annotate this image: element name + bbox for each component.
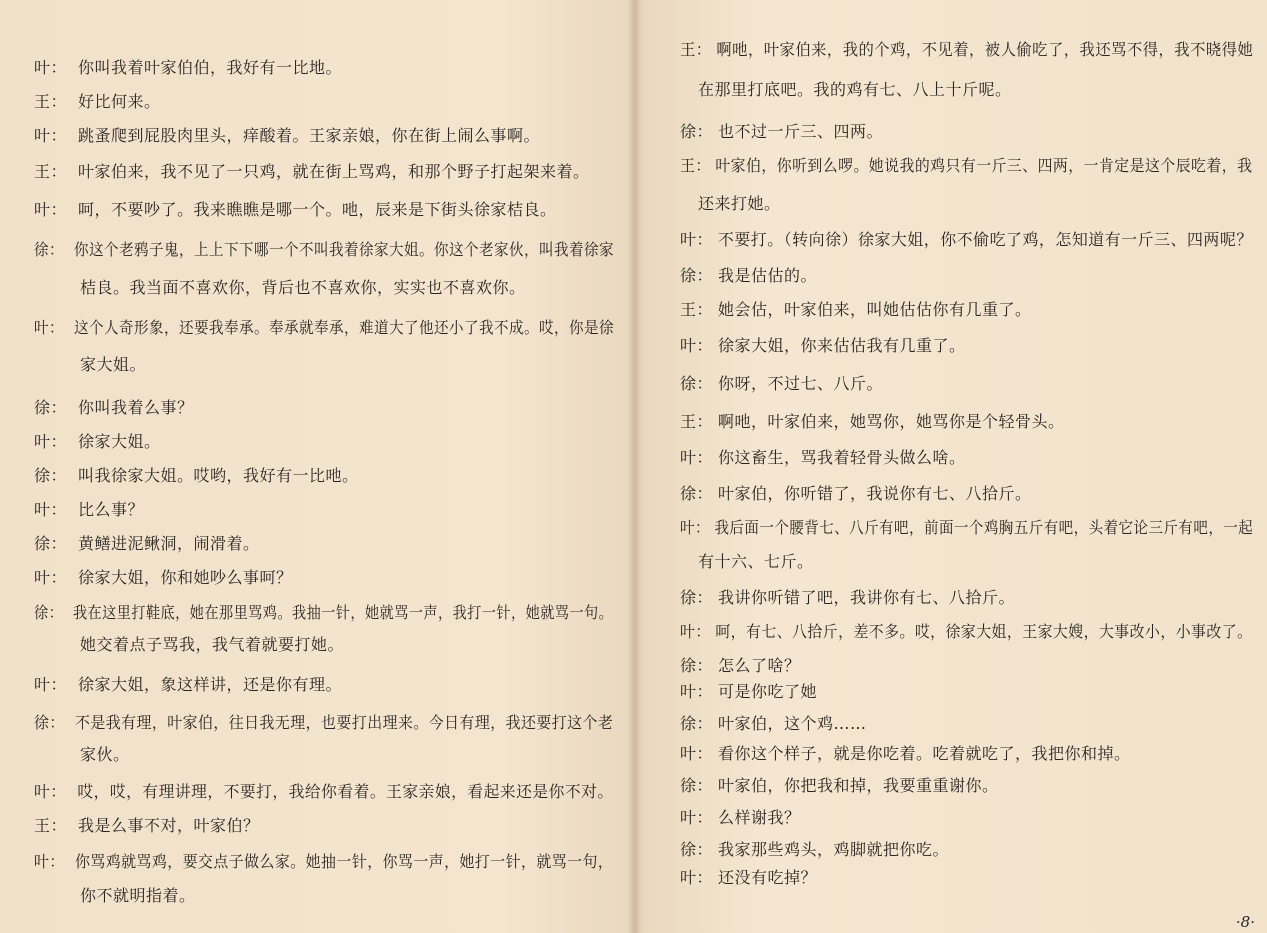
dialogue-text: 不是我有理，叶家伯，往日我无理，也要打出理来。今日有理，我还要打这个老 — [75, 713, 614, 732]
dialogue-text: 叶家伯，你听到么啰。她说我的鸡只有一斤三、四两，一肯定是这个辰吃着，我 — [715, 156, 1253, 175]
dialogue-line — [34, 58, 342, 78]
speaker-name: 叶： — [34, 200, 68, 219]
dialogue-line — [34, 500, 144, 520]
dialogue-line — [34, 534, 260, 554]
dialogue-line — [34, 816, 260, 836]
dialogue-text: 啊吔，叶家伯来，我的个鸡，不见着，被人偷吃了，我还骂不得，我不晓得她 — [716, 40, 1254, 59]
speaker-name: 徐： — [34, 603, 64, 622]
dialogue-continuation: 还来打她。 — [698, 194, 781, 213]
dialogue-continuation: 在那里打底吧。我的鸡有七、八上十斤呢。 — [698, 80, 1012, 99]
dialogue-text: 我后面一个腰背七、八斤有吧，前面一个鸡胸五斤有吧，头着它论三斤有吧，一起 — [714, 518, 1254, 537]
dialogue-text: 你这个老鸦子鬼，上上下下哪一个不叫我着徐家大姐。你这个老家伙，叫我着徐家 — [73, 240, 614, 259]
page-number: ·8· — [1235, 913, 1255, 931]
dialogue-line — [680, 714, 867, 734]
dialogue-line — [34, 318, 614, 338]
dialogue-text: 叶家伯，你把我和掉，我要重重谢你。 — [718, 776, 999, 795]
dialogue-line — [34, 200, 557, 220]
speaker-name: 叶： — [680, 682, 714, 701]
dialogue-text: 叶家伯，这个鸡…… — [718, 714, 867, 733]
dialogue-line — [680, 484, 1032, 504]
dialogue-line — [680, 808, 801, 828]
dialogue-text: 呵，不要吵了。我来瞧瞧是哪一个。吔，辰来是下街头徐家桔良。 — [78, 200, 557, 219]
speaker-name: 徐： — [680, 840, 714, 859]
dialogue-continuation: 有十六、七斤。 — [698, 552, 814, 571]
dialogue-line — [680, 374, 883, 394]
dialogue-text: 比么事？ — [78, 500, 145, 519]
speaker-name: 叶： — [34, 126, 68, 145]
dialogue-line — [680, 682, 817, 702]
dialogue-line — [34, 568, 293, 588]
dialogue-text: 好比何来。 — [78, 92, 161, 111]
speaker-name: 王： — [680, 40, 712, 59]
dialogue-text: 也不过一斤三、四两。 — [718, 122, 884, 141]
speaker-name: 叶： — [680, 448, 714, 467]
dialogue-text: 叶家伯，你听错了，我说你有七、八拾斤。 — [718, 484, 1032, 503]
dialogue-line — [680, 588, 1015, 608]
speaker-name: 徐： — [34, 466, 68, 485]
speaker-name: 王： — [34, 162, 68, 181]
dialogue-line — [34, 603, 613, 623]
speaker-name: 叶： — [34, 782, 67, 801]
dialogue-line — [680, 868, 817, 888]
speaker-name: 叶： — [34, 500, 68, 519]
book-gutter — [628, 0, 642, 933]
speaker-name: 徐： — [34, 713, 65, 732]
speaker-name: 叶： — [34, 432, 68, 451]
speaker-name: 叶： — [680, 230, 713, 249]
dialogue-text: 你叫我着叶家伯伯，我好有一比地。 — [78, 58, 343, 77]
dialogue-text: 哎，哎，有理讲理，不要打，我给你看着。王家亲娘，看起来还是你不对。 — [77, 782, 614, 801]
right-page — [642, 0, 1267, 933]
dialogue-continuation: 桔良。我当面不喜欢你，背后也不喜欢你，实实也不喜欢你。 — [80, 278, 526, 297]
speaker-name: 叶： — [34, 318, 65, 337]
speaker-name: 王： — [680, 300, 714, 319]
speaker-name: 徐： — [680, 588, 714, 607]
speaker-name: 叶： — [680, 744, 714, 763]
dialogue-line — [680, 840, 949, 860]
dialogue-line — [680, 336, 966, 356]
dialogue-text: 你这畜生，骂我着轻骨头做么啥。 — [718, 448, 966, 467]
dialogue-line — [34, 713, 613, 733]
dialogue-text: 可是你吃了她 — [718, 682, 818, 701]
dialogue-line — [34, 162, 590, 182]
speaker-name: 叶： — [680, 622, 711, 641]
dialogue-line — [34, 126, 540, 146]
speaker-name: 徐： — [680, 266, 714, 285]
dialogue-line — [680, 40, 1253, 60]
speaker-name: 王： — [680, 156, 711, 175]
speaker-name: 徐： — [680, 484, 714, 503]
speaker-name: 叶： — [34, 675, 68, 694]
dialogue-line — [34, 92, 161, 112]
dialogue-line — [680, 518, 1253, 538]
dialogue-continuation: 她交着点子骂我，我气着就要打她。 — [80, 635, 345, 654]
speaker-name: 叶： — [680, 808, 714, 827]
dialogue-text: 跳蚤爬到屁股肉里头，痒酸着。王家亲娘，你在街上闹么事啊。 — [78, 126, 541, 145]
speaker-name: 徐： — [34, 398, 68, 417]
dialogue-line — [680, 122, 883, 142]
dialogue-text: 我是么事不对，叶家伯？ — [78, 816, 260, 835]
dialogue-continuation: 你不就明指着。 — [80, 886, 196, 905]
dialogue-line — [680, 412, 1065, 432]
dialogue-text: 叶家伯来，我不见了一只鸡，就在街上骂鸡，和那个野子打起架来着。 — [78, 162, 590, 181]
dialogue-text: 我在这里打鞋底，她在那里骂鸡。我抽一针，她就骂一声，我打一针，她就骂一句。 — [72, 603, 614, 622]
dialogue-text: 怎么了啥？ — [718, 656, 801, 675]
dialogue-text: 徐家大姐，你和她吵么事呵？ — [78, 568, 293, 587]
dialogue-line — [680, 266, 817, 286]
dialogue-continuation: 家伙。 — [80, 745, 130, 764]
dialogue-text: 徐家大姐。 — [78, 432, 161, 451]
dialogue-line — [680, 156, 1252, 176]
speaker-name: 叶： — [680, 868, 714, 887]
speaker-name: 徐： — [34, 240, 65, 259]
dialogue-line — [34, 398, 194, 418]
dialogue-line — [34, 432, 161, 452]
dialogue-text: 你叫我着么事？ — [78, 398, 194, 417]
dialogue-text: 你呀，不过七、八斤。 — [718, 374, 884, 393]
dialogue-line — [34, 240, 614, 260]
dialogue-text: 徐家大姐，你来估估我有几重了。 — [718, 336, 966, 355]
speaker-name: 王： — [34, 92, 68, 111]
dialogue-text: 还没有吃掉？ — [718, 868, 818, 887]
dialogue-continuation: 家大姐。 — [80, 355, 147, 374]
dialogue-line — [34, 466, 359, 486]
speaker-name: 叶： — [34, 568, 68, 587]
speaker-name: 徐： — [680, 656, 714, 675]
dialogue-line — [680, 230, 1253, 250]
dialogue-line — [34, 782, 614, 802]
dialogue-line — [34, 675, 342, 695]
speaker-name: 叶： — [34, 58, 68, 77]
dialogue-text: 啊吔，叶家伯来，她骂你，她骂你是个轻骨头。 — [718, 412, 1065, 431]
speaker-name: 叶： — [680, 518, 710, 537]
dialogue-line — [680, 656, 801, 676]
speaker-name: 徐： — [34, 534, 68, 553]
dialogue-text: 我讲你听错了吧，我讲你有七、八拾斤。 — [718, 588, 1016, 607]
dialogue-text: 这个人奇形象，还要我奉承。奉承就奉承，难道大了他还小了我不成。哎，你是徐 — [73, 318, 614, 337]
dialogue-text: 徐家大姐，象这样讲，还是你有理。 — [78, 675, 343, 694]
dialogue-line — [34, 852, 613, 872]
dialogue-text: 看你这个样子，就是你吃着。吃着就吃了，我把你和掉。 — [718, 744, 1131, 763]
dialogue-text: 我是估估的。 — [718, 266, 818, 285]
dialogue-line — [680, 622, 1252, 642]
dialogue-text: 黄鳝进泥鳅洞，闹滑着。 — [78, 534, 260, 553]
speaker-name: 徐： — [680, 714, 714, 733]
speaker-name: 徐： — [680, 374, 714, 393]
dialogue-text: 么样谢我？ — [718, 808, 801, 827]
speaker-name: 王： — [34, 816, 68, 835]
dialogue-text: 不要打。（转向徐）徐家大姐，你不偷吃了鸡，怎知道有一斤三、四两呢？ — [717, 230, 1253, 249]
dialogue-line — [680, 776, 999, 796]
dialogue-text: 你骂鸡就骂鸡，要交点子做么家。她抽一针，你骂一声，她打一针，就骂一句， — [75, 852, 614, 871]
dialogue-line — [680, 744, 1131, 764]
dialogue-line — [680, 448, 966, 468]
speaker-name: 徐： — [680, 122, 714, 141]
speaker-name: 叶： — [680, 336, 714, 355]
dialogue-text: 叫我徐家大姐。哎哟，我好有一比吔。 — [78, 466, 359, 485]
dialogue-text: 我家那些鸡头，鸡脚就把你吃。 — [718, 840, 950, 859]
speaker-name: 叶： — [34, 852, 65, 871]
dialogue-line — [680, 300, 1032, 320]
dialogue-text: 呵，有七、八拾斤，差不多。哎，徐家大姐，王家大嫂，大事改小，小事改了。 — [715, 622, 1253, 641]
speaker-name: 王： — [680, 412, 714, 431]
left-page — [0, 0, 628, 933]
dialogue-text: 她会估，叶家伯来，叫她估估你有几重了。 — [718, 300, 1032, 319]
speaker-name: 徐： — [680, 776, 714, 795]
